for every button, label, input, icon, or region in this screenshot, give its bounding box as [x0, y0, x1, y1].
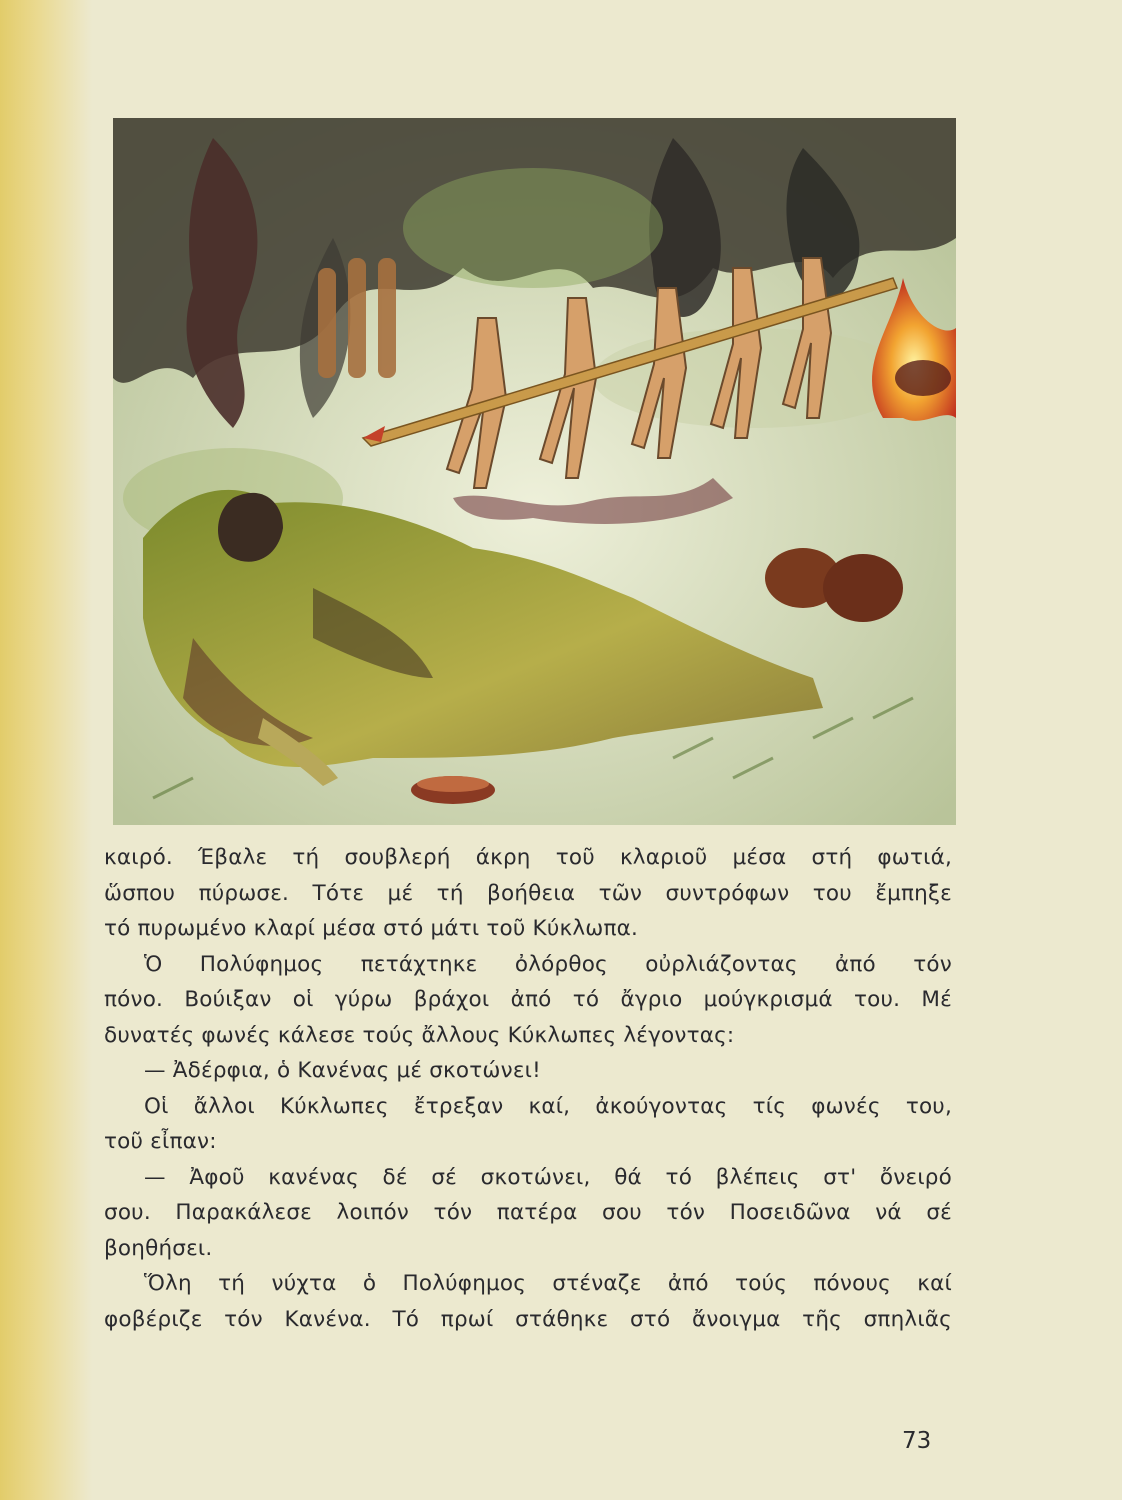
- illustration-drawing: [113, 118, 956, 825]
- page-number: 73: [902, 1428, 932, 1454]
- text-line: τοῦ εἶπαν:: [104, 1129, 217, 1154]
- text-line: βοηθήσει.: [104, 1235, 213, 1261]
- text-line: Οἱ ἄλλοι Κύκλωπες ἔτρεξαν καί, ἀκούγοντας τίς φωνές του,: [144, 1093, 952, 1119]
- text-line: δυνατές φωνές κάλεσε τούς ἄλλους Κύκλωπες λέγοντας:: [104, 1022, 735, 1048]
- illustration-cyclops-blinding: [113, 118, 956, 825]
- text-line: — Ἀδέρφια, ὁ Κανένας μέ σκοτώνει!: [144, 1058, 541, 1083]
- text-line: — Ἀφοῦ κανένας δέ σέ σκοτώνει, θά τό βλέπεις στ' ὄνειρό: [144, 1164, 952, 1190]
- body-text: [104, 840, 952, 1337]
- text-line: πόνο. Βούιξαν οἱ γύρω βράχοι ἀπό τό ἄγριο μούγκρισμά του. Μέ: [104, 987, 952, 1012]
- text-line: καιρό. Έβαλε τή σουβλερή άκρη τοῦ κλαριοῦ μέσα στή φωτιά,: [104, 845, 952, 870]
- text-line: φοβέριζε τόν Κανένα. Τό πρωί στάθηκε στό ἄνοιγμα τῆς σπηλιᾶς: [104, 1306, 952, 1332]
- text-line: ὥσπου πύρωσε. Τότε μέ τή βοήθεια τῶν συντρόφων του ἔμπηξε: [104, 880, 952, 906]
- text-line: σου. Παρακάλεσε λοιπόν τόν πατέρα σου τόν Ποσειδῶνα νά σέ: [104, 1200, 952, 1225]
- text-line: Ὁ Πολύφημος πετάχτηκε ὀλόρθος οὐρλιάζοντας ἀπό τόν: [144, 951, 952, 977]
- text-line: τό πυρωμένο κλαρί μέσα στό μάτι τοῦ Κύκλωπα.: [104, 916, 639, 941]
- page-edge: [0, 0, 92, 1500]
- text-line: Ὅλη τή νύχτα ὁ Πολύφημος στέναζε ἀπό τούς πόνους καί: [144, 1271, 952, 1296]
